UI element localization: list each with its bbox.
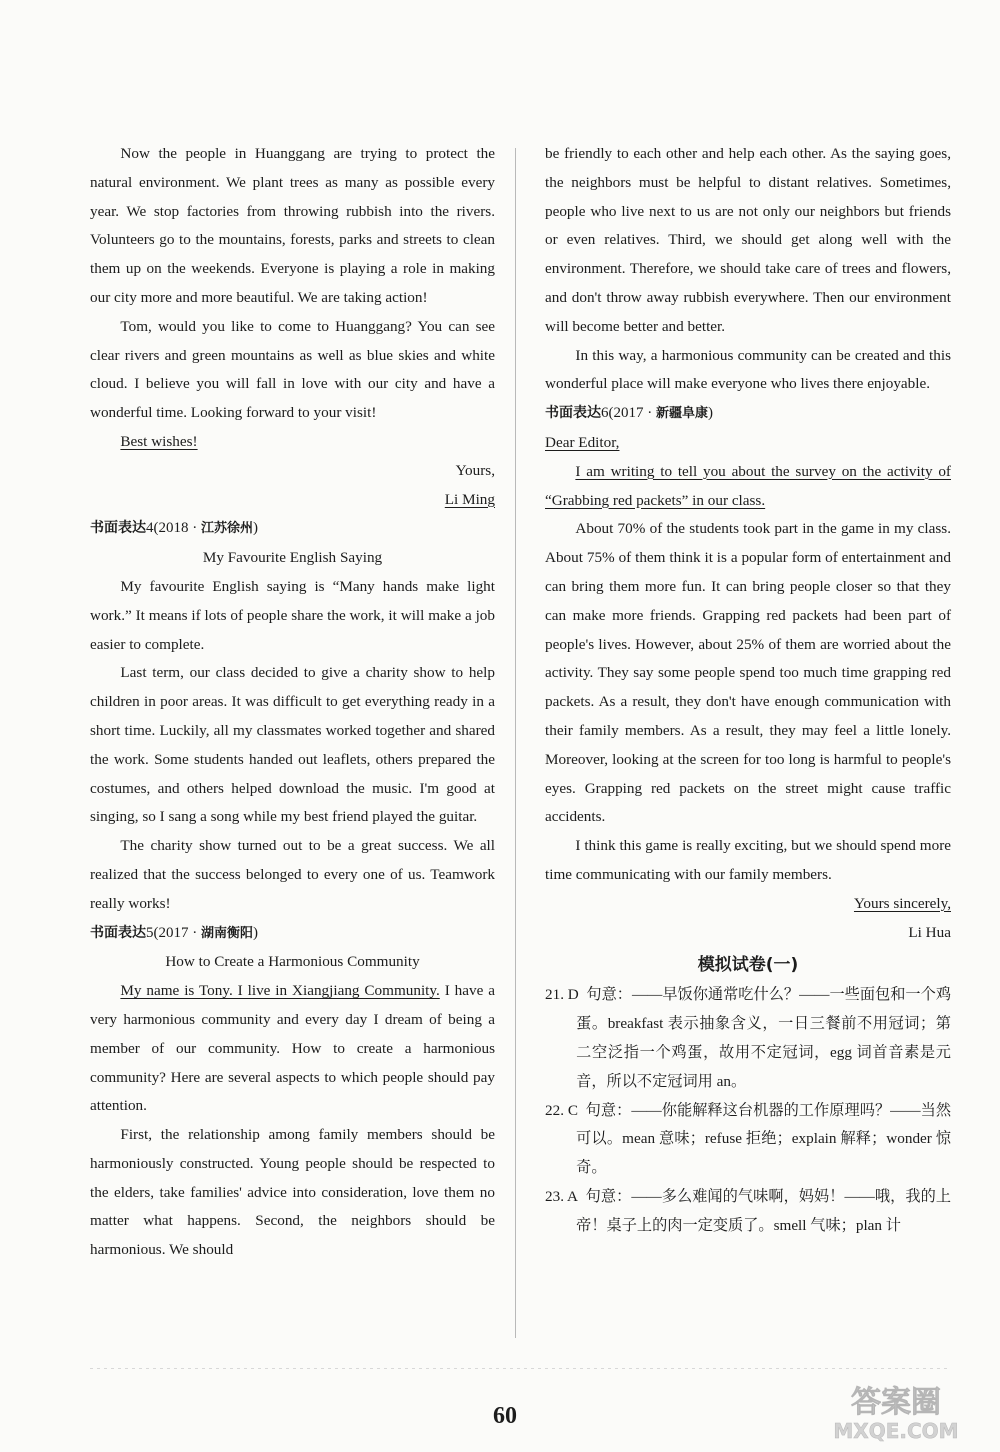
letter-closing: Yours sincerely, — [853, 894, 951, 912]
section-heading-4: 书面表达4(2018 · 江苏徐州) — [90, 520, 259, 537]
essay-paragraph: My name is Tony. I live in Xiangjiang Community. I have a very harmonious community and every day I dream of being a member of our community. How to create a harmonious community? Here are several aspects to which people should pay attention. — [90, 982, 495, 1115]
essay-paragraph: The charity show turned out to be a great success. We all realized that the success belonged to every one of us. Teamwork really works! — [90, 837, 495, 912]
given-sentence: I am writing to tell you about the survey on the activity of “Grabbing red packets” in our class. — [545, 462, 951, 509]
essay-paragraph: Last term, our class decided to give a charity show to help children in poor areas. It was difficult to get everything ready in a short time. Luckily, all my classmates worked together and shared the work. Some students handed out leaflets, others prepared the costumes, and others helped download the music. I'm good at singing, so I sang a song while my best friend played the guitar. — [90, 664, 495, 826]
page-footer-rule — [90, 1368, 950, 1369]
letter-greeting-line — [545, 429, 951, 458]
left-column — [90, 140, 495, 1265]
watermark-logo — [804, 1378, 984, 1442]
essay-title: How to Create a Harmonious Community — [165, 953, 420, 971]
letter-signature-line — [90, 486, 495, 515]
letter-signature: Li Ming — [444, 490, 495, 508]
essay-paragraph: First, the relationship among family members should be harmoniously constructed. Young people should be respected to the elders, take families' advice into consideration, love them no matter what happens. Second, the neighbors should be harmonious. We should — [90, 1126, 495, 1259]
letter-paragraph: I think this game is really exciting, but we should spend more time communicating with our family members. — [545, 837, 951, 883]
essay-title: My Favourite English Saying — [202, 549, 383, 567]
letter-paragraph: Tom, would you like to come to Huanggang? You can see clear rivers and green mountains as well as blue skies and white cloud. I believe you will fall in love with our city and have a wonderful time. Looking forward to your visit! — [90, 317, 495, 422]
letter-paragraph: About 70% of the students took part in the game in my class. About 75% of them think it is a popular form of entertainment and can bring them more fun. It can bring people closer so that they can make more friends. Grapping red packets had been part of people's lives. However, about 25% of them are worried about the activity. They say some people spend too much time grapping red packets. As a result, they don't have enough communication with their family members. As a result, they may feel a little lonely. Moreover, looking at the screen for too long is harmful to people's eyes. Grapping red packets on the street might cause traffic accidents. — [545, 520, 951, 826]
letter-paragraph: Now the people in Huanggang are trying to protect the natural environment. We plant trees as many as possible every year. We stop factories from throwing rubbish into the rivers. Volunteers go to the mountains, forests, parks and streets to clean them up on the weekends. Everyone is playing a role in making our city more and more beautiful. We are taking action! — [90, 145, 495, 306]
essay-paragraph: In this way, a harmonious community can be created and this wonderful place will make everyone who lives there enjoyable. — [545, 346, 951, 393]
right-column — [545, 140, 951, 1240]
watermark-bottom-text: MXQE.COM — [833, 1419, 959, 1442]
section-heading-6: 书面表达6(2017 · 新疆阜康) — [545, 405, 714, 422]
answer-item: 22. C 句意：——你能解释这台机器的工作原理吗？——当然可以。mean 意味；refuse 拒绝；explain 解释；wonder 惊奇。 — [545, 1101, 952, 1177]
letter-greeting: Dear Editor, — [545, 433, 620, 451]
column-divider — [515, 148, 516, 1338]
answer-item: 23. A 句意：——多么难闻的气味啊，妈妈！——哦，我的上帝！桌子上的肉一定变质了。smell 气味；plan 计 — [545, 1187, 952, 1234]
letter-closing-line — [545, 890, 951, 919]
letter-closing-line — [90, 428, 495, 457]
section-heading-5: 书面表达5(2017 · 湖南衡阳) — [90, 924, 259, 941]
letter-yours: Yours, — [455, 461, 495, 479]
answer-item: 21. D 句意：——早饭你通常吃什么？——一些面包和一个鸡蛋。breakfast 表示抽象含义，一日三餐前不用冠词；第二空泛指一个鸡蛋，故用不定冠词，egg 词首音素是元音，所以不定冠词用 an。 — [545, 986, 952, 1090]
section-title: 模拟试卷(一) — [697, 955, 799, 976]
given-paragraph — [545, 458, 951, 516]
essay-paragraph: My favourite English saying is “Many hands make light work.” It means if lots of people share the work, it will make a job easier to complete. — [90, 577, 495, 653]
given-sentence: My name is Tony. I live in Xiangjiang Community. — [120, 982, 440, 1000]
page-number: 60 — [493, 1403, 517, 1429]
essay-paragraph: be friendly to each other and help each other. As the saying goes, the neighbors must be helpful to distant relatives. Sometimes, people who live next to us are not only our neighbors but friends or even relatives. Third, we should get along well with the environment. Therefore, we should take care of trees and flowers, and don't throw away rubbish everywhere. Then our environment will become better and better. — [545, 145, 951, 335]
watermark-top-text: 答案圈 — [851, 1385, 941, 1420]
best-wishes: Best wishes! — [120, 432, 198, 450]
letter-signature: Li Hua — [908, 923, 951, 941]
